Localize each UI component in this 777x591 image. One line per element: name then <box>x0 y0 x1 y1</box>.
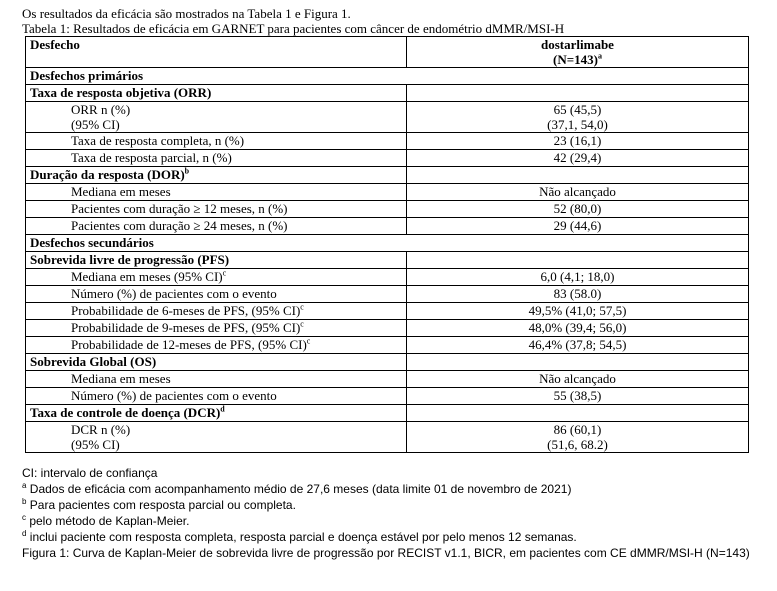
dor-median-label: Mediana em meses <box>26 184 407 201</box>
os-section-heading: Sobrevida Global (OS) <box>26 354 407 371</box>
efficacy-table <box>25 36 749 453</box>
table-row <box>26 303 749 320</box>
os-events-label: Número (%) de pacientes com o evento <box>26 388 407 405</box>
footnote-b <box>22 497 762 513</box>
pfs-12-text: Probabilidade de 12-meses de PFS, (95% CI) <box>71 337 307 352</box>
table-row <box>26 337 749 354</box>
dor-12-value: 52 (80,0) <box>407 201 749 218</box>
primary-section-heading: Desfechos primários <box>26 68 749 85</box>
pfs-events-label: Número (%) de pacientes com o evento <box>26 286 407 303</box>
table-row <box>26 371 749 388</box>
dcr-section-heading <box>26 405 407 422</box>
pfs-6-footnote-c: c <box>300 302 304 312</box>
table-row <box>26 102 749 133</box>
footnote-c-text: pelo método de Kaplan-Meier. <box>26 514 190 528</box>
pfs-median-footnote-c: c <box>222 268 227 278</box>
table-row <box>26 150 749 167</box>
secondary-section-heading: Desfechos secundários <box>26 235 749 252</box>
dcr-n-value: 86 (60,1) <box>553 422 602 437</box>
orr-section-heading: Taxa de resposta objetiva (ORR) <box>26 85 407 102</box>
orr-ci-value: (37,1, 54,0) <box>547 117 608 132</box>
empty-cell <box>407 405 749 422</box>
table-row <box>26 405 749 422</box>
orr-ci-label: (95% CI) <box>71 117 120 132</box>
cr-value: 23 (16,1) <box>407 133 749 150</box>
dor-24-label: Pacientes com duração ≥ 24 meses, n (%) <box>26 218 407 235</box>
pr-label: Taxa de resposta parcial, n (%) <box>26 150 407 167</box>
empty-cell <box>407 85 749 102</box>
pfs-12-value: 46,4% (37,8; 54,5) <box>407 337 749 354</box>
dcr-n-label: DCR n (%) <box>71 422 131 437</box>
pfs-9-value: 48,0% (39,4; 56,0) <box>407 320 749 337</box>
pfs-9-footnote-c: c <box>300 319 304 329</box>
footnote-c <box>22 513 762 529</box>
cr-label: Taxa de resposta completa, n (%) <box>26 133 407 150</box>
table-row <box>26 388 749 405</box>
footnote-ci: CI: intervalo de confiança <box>22 466 158 480</box>
figure-caption: Figura 1: Curva de Kaplan-Meier de sobrevida livre de progressão por RECIST v1.1, BICR, em pacientes com CE dMMR/MSI-H (N=143) <box>22 546 750 560</box>
empty-cell <box>407 252 749 269</box>
dcr-section-text: Taxa de controle de doença (DCR) <box>30 405 221 420</box>
os-median-value: Não alcançado <box>407 371 749 388</box>
dor-footnote-b: b <box>184 166 190 176</box>
header-footnote-a: a <box>597 51 602 61</box>
dor-median-value: Não alcançado <box>407 184 749 201</box>
footnote-d <box>22 529 762 545</box>
table-row <box>26 68 749 85</box>
dor-section-text: Duração da resposta (DOR) <box>30 167 185 182</box>
pfs-median-text: Mediana em meses (95% CI) <box>71 269 223 284</box>
orr-n-value: 65 (45,5) <box>553 102 602 117</box>
table-row <box>26 354 749 371</box>
dor-12-label: Pacientes com duração ≥ 12 meses, n (%) <box>26 201 407 218</box>
table-row <box>26 269 749 286</box>
table-row <box>26 167 749 184</box>
os-events-value: 55 (38,5) <box>407 388 749 405</box>
table-row <box>26 252 749 269</box>
table-row <box>26 201 749 218</box>
footnote-d-mark: d <box>22 529 27 538</box>
empty-cell <box>407 167 749 184</box>
table-row <box>26 133 749 150</box>
orr-label-cell <box>26 102 407 133</box>
header-drug-name: dostarlimabe <box>541 37 614 52</box>
pfs-12-footnote-c: c <box>306 336 311 346</box>
pfs-9-text: Probabilidade de 9-meses de PFS, (95% CI) <box>71 320 301 335</box>
pfs-12-label <box>26 337 407 354</box>
dcr-ci-value: (51,6, 68.2) <box>547 437 608 452</box>
empty-cell <box>407 354 749 371</box>
pfs-median-value: 6,0 (4,1; 18,0) <box>407 269 749 286</box>
table-row <box>26 235 749 252</box>
orr-value-cell <box>407 102 749 133</box>
footnote-c-mark: c <box>22 513 26 522</box>
pfs-events-value: 83 (58.0) <box>407 286 749 303</box>
footnote-a <box>22 481 762 497</box>
dor-24-value: 29 (44,6) <box>407 218 749 235</box>
table-row <box>26 218 749 235</box>
footnote-b-mark: b <box>22 497 27 506</box>
dcr-ci-label: (95% CI) <box>71 437 120 452</box>
table-row <box>26 286 749 303</box>
intro-block <box>22 6 762 36</box>
header-n-text: (N=143) <box>553 52 598 67</box>
dcr-value-cell <box>407 422 749 453</box>
table-row <box>26 422 749 453</box>
table-header-row <box>26 37 749 68</box>
dor-section-heading <box>26 167 407 184</box>
os-median-label: Mediana em meses <box>26 371 407 388</box>
table-row <box>26 320 749 337</box>
footnote-a-mark: a <box>22 481 27 490</box>
pr-value: 42 (29,4) <box>407 150 749 167</box>
pfs-9-label <box>26 320 407 337</box>
header-outcome: Desfecho <box>26 37 407 68</box>
pfs-6-label <box>26 303 407 320</box>
footnote-d-text: inclui paciente com resposta completa, resposta parcial e doença estável por pelo menos 12 semanas. <box>26 530 577 544</box>
footnotes <box>22 465 762 561</box>
pfs-6-value: 49,5% (41,0; 57,5) <box>407 303 749 320</box>
dcr-footnote-d: d <box>220 404 225 414</box>
table-row <box>26 184 749 201</box>
pfs-6-text: Probabilidade de 6-meses de PFS, (95% CI) <box>71 303 301 318</box>
header-drug <box>407 37 749 68</box>
orr-n-label: ORR n (%) <box>71 102 131 117</box>
table-row <box>26 85 749 102</box>
footnote-a-text: Dados de eficácia com acompanhamento médio de 27,6 meses (data limite 01 de novembro de 2021) <box>26 482 572 496</box>
dcr-label-cell <box>26 422 407 453</box>
intro-text: Os resultados da eficácia são mostrados na Tabela 1 e Figura 1. <box>22 6 351 21</box>
table-caption: Tabela 1: Resultados de eficácia em GARNET para pacientes com câncer de endométrio dMMR/MSI-H <box>22 21 565 36</box>
footnote-b-text: Para pacientes com resposta parcial ou completa. <box>26 498 296 512</box>
pfs-section-heading: Sobrevida livre de progressão (PFS) <box>26 252 407 269</box>
header-drug-n <box>411 52 744 67</box>
pfs-median-label <box>26 269 407 286</box>
